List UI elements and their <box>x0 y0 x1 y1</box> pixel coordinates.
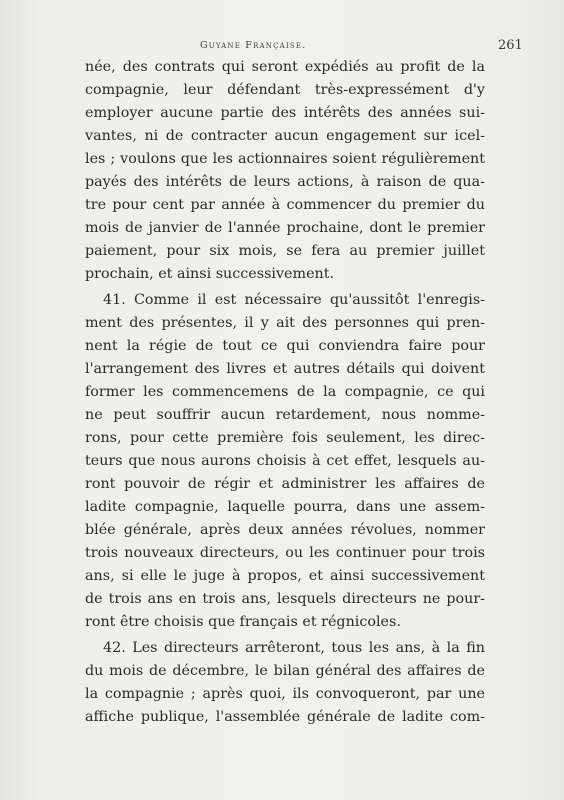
text-line: du mois de décembre, le bilan général des affaires de <box>85 663 485 679</box>
text-line: tre pour cent par année à commencer du premier du <box>85 197 485 213</box>
text-line: née, des contrats qui seront expédiés au profit de la <box>85 59 485 75</box>
text-line: ront pouvoir de régir et administrer les affaires de <box>85 476 485 492</box>
text-line: ladite compagnie, laquelle pourra, dans une assem- <box>85 499 485 515</box>
text-line: paiement, pour six mois, se fera au premier juillet <box>85 243 485 259</box>
text-line: payés des intérêts de leurs actions, à raison de qua- <box>85 174 485 190</box>
text-line: nent la régie de tout ce qui conviendra faire pour <box>85 338 485 354</box>
text-line: trois nouveaux directeurs, ou les continuer pour trois <box>85 545 485 561</box>
text-line: les ; voulons que les actionnaires soient régulièrement <box>85 151 485 167</box>
text-line: mois de janvier de l'année prochaine, dont le premier <box>85 220 485 236</box>
paragraph-42-start: 42. Les directeurs arrêteront, tous les ans, à la fin <box>103 640 485 656</box>
text-line: teurs que nous aurons choisis à cet effet, lesquels au- <box>85 453 485 469</box>
running-head-title: Guyane Française. <box>200 40 307 51</box>
text-line: blée générale, après deux années révolues, nommer <box>85 522 485 538</box>
text-line: ront être choisis que français et régnicoles. <box>85 614 401 630</box>
text-line: affiche publique, l'assemblée générale de ladite com- <box>85 709 485 725</box>
text-line: l'arrangement des livres et autres détails qui doivent <box>85 361 485 377</box>
text-line: ans, si elle le juge à propos, et ainsi successivement <box>85 568 485 584</box>
text-line: employer aucune partie des intérêts des années sui- <box>85 105 485 121</box>
text-line: de trois ans en trois ans, lesquels directeurs ne pour- <box>85 591 485 607</box>
text-line: former les commencemens de la compagnie, ce qui <box>85 384 485 400</box>
paragraph-41-start: 41. Comme il est nécessaire qu'aussitôt l'enregis- <box>103 292 485 308</box>
text-line: prochain, et ainsi successivement. <box>85 266 335 282</box>
page-number: 261 <box>498 38 523 53</box>
text-line: la compagnie ; après quoi, ils convoqueront, par une <box>85 686 485 702</box>
text-line: ne peut souffrir aucun retardement, nous nomme- <box>85 407 485 423</box>
body-text <box>85 56 485 729</box>
text-line: compagnie, leur défendant très-expressément d'y <box>85 82 485 98</box>
text-line: vantes, ni de contracter aucun engagement sur icel- <box>85 128 485 144</box>
text-line: rons, pour cette première fois seulement, les direc- <box>85 430 485 446</box>
text-line: ment des présentes, il y ait des personnes qui pren- <box>85 315 485 331</box>
running-head <box>0 40 564 56</box>
